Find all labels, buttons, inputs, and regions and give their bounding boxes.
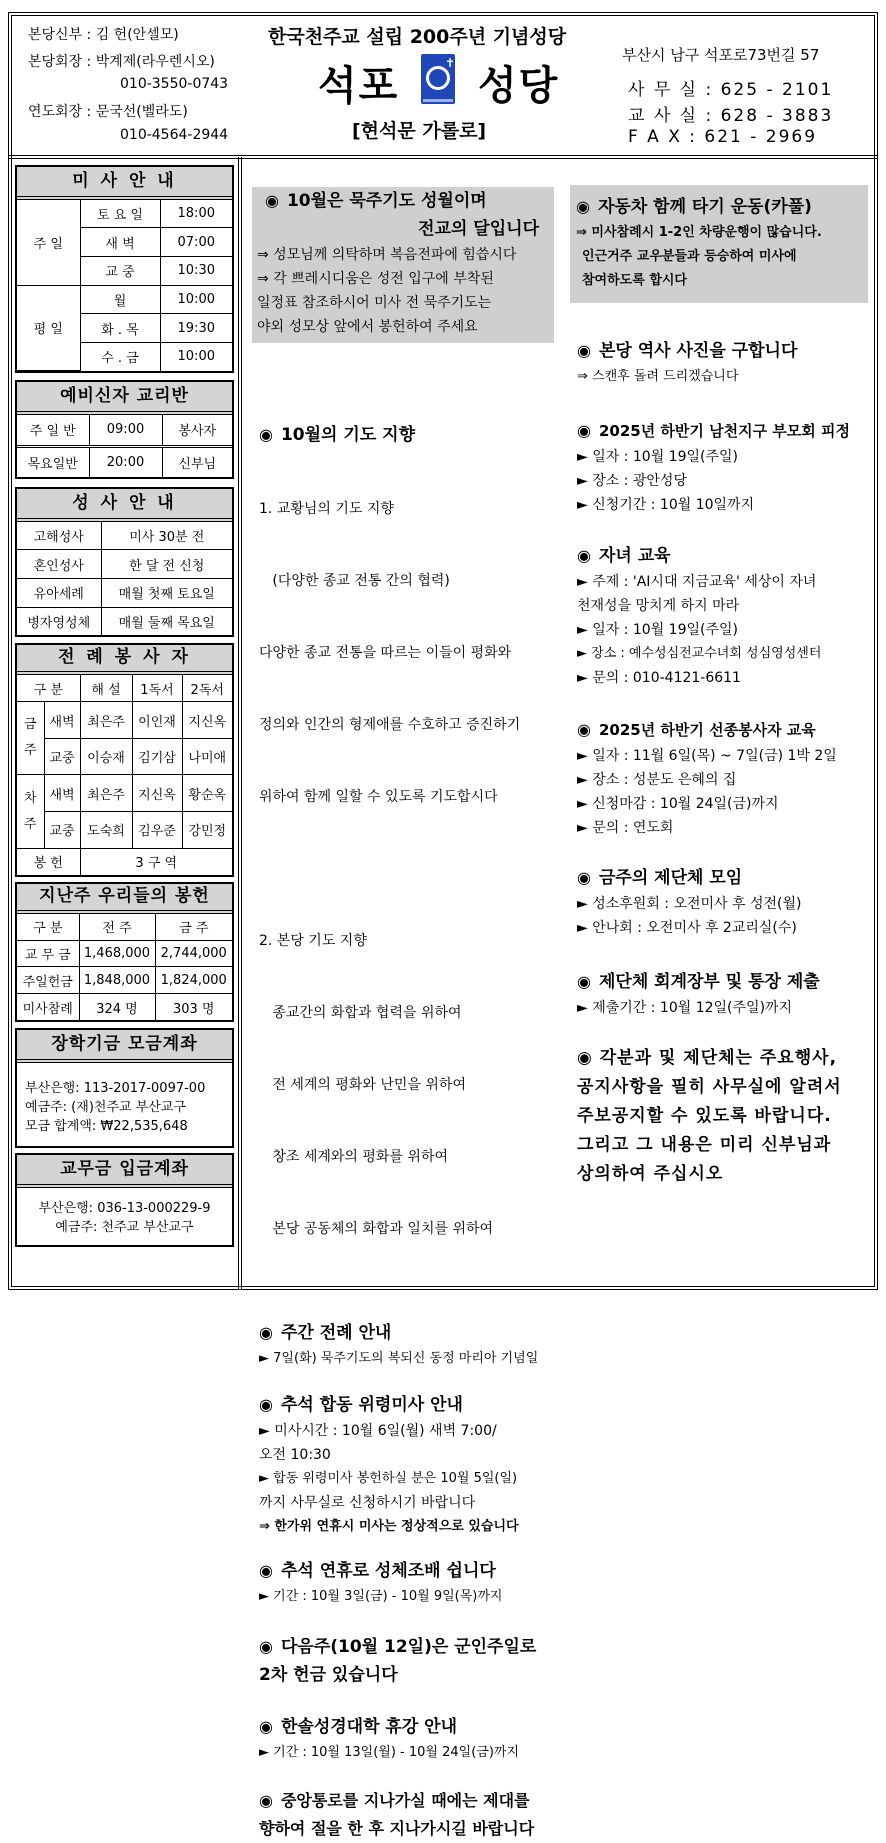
- class-time: 20:00: [89, 446, 162, 477]
- notice-line: ► 장소 : 예수성심전교수녀회 성심영성센터: [577, 646, 822, 661]
- parish-president-phone: 010-3550-0743: [120, 76, 229, 92]
- catechumen-title: 예비신자 교리반: [17, 382, 232, 415]
- notice-line: ► 제출기간 : 10월 12일(주일)까지: [577, 1000, 793, 1016]
- bullet-icon: ◉: [265, 191, 279, 210]
- mass-slot: 새벽: [44, 702, 80, 739]
- section-title: 본당 역사 사진을 구합니다: [598, 341, 798, 361]
- sacrament-name: 혼인성사: [17, 550, 101, 579]
- notice-line: 그리고 그 내용은 미리 신부님과: [577, 1135, 832, 1155]
- group-meetings-section: [570, 864, 868, 940]
- total-amount: 모금 합계액: ₩22,535,648: [25, 1119, 188, 1134]
- bible-college-section: [252, 1713, 554, 1765]
- server-name: 최은주: [80, 702, 132, 739]
- bullet-icon: ◉: [259, 425, 273, 444]
- funeral-volunteer-section: [570, 716, 868, 840]
- pastor: 본당신부 : 김 헌(안셀모): [28, 27, 179, 43]
- bullet-icon: ◉: [577, 546, 591, 565]
- account-holder: 예금주: 천주교 부산교구: [55, 1220, 194, 1235]
- liturgy-servers-box: [15, 643, 234, 877]
- bullet-icon: ◉: [259, 1717, 273, 1736]
- rosary-month-notice: [252, 187, 554, 343]
- sacraments-title: 성 사 안 내: [17, 489, 232, 522]
- notice-line: ⇒ 미사참례시 1-2인 차량운행이 많습니다.: [576, 225, 822, 240]
- notice-line: ► 주제 : 'AI시대 지금교육' 세상이 자녀: [577, 574, 817, 590]
- offering-label: 봉 헌: [17, 848, 80, 875]
- bullet-icon: ◉: [577, 868, 591, 887]
- notice-line: ► 문의 : 010-4121-6611: [577, 670, 741, 686]
- notice-line: ► 신청마감 : 10월 24일(금)까지: [577, 796, 779, 812]
- prayer-intention-section: [252, 373, 554, 1289]
- notice-line: 공지사항을 필히 사무실에 알려서: [577, 1077, 842, 1097]
- church-patron: [현석문 가롤로]: [352, 120, 487, 142]
- mass-time: 07:00: [160, 228, 232, 257]
- server-name: 나미애: [182, 738, 232, 775]
- notice-line: 정의와 인간의 형제애를 수호하고 증진하기: [259, 717, 521, 733]
- notice-line: 야외 성모상 앞에서 봉헌하여 주세요: [257, 319, 478, 335]
- class-teacher: 신부님: [162, 446, 232, 477]
- bullet-icon: ◉: [576, 197, 590, 216]
- notice-line: 다양한 종교 전통을 따르는 이들이 평화와: [259, 645, 512, 661]
- bullet-icon: ◉: [259, 1395, 273, 1414]
- section-title: 추석 합동 위령미사 안내: [280, 1395, 463, 1415]
- church-subtitle: 한국천주교 설립 200주년 기념성당: [268, 26, 567, 48]
- mass-slot: 교중: [44, 738, 80, 775]
- column-divider: [238, 157, 242, 1290]
- class-teacher: 봉사자: [162, 415, 232, 446]
- mass-day: 화 . 목: [80, 314, 160, 343]
- parents-retreat-section: [570, 417, 868, 517]
- server-name: 강민정: [182, 812, 232, 849]
- mass-day: 토 요 일: [80, 200, 160, 228]
- mass-time: 18:00: [160, 200, 232, 228]
- notice-line: 창조 세계와의 평화를 위하여: [259, 1149, 448, 1165]
- mass-day: 새 벽: [80, 228, 160, 257]
- classroom-phone: 교 사 실 : 628 - 3883: [628, 106, 834, 126]
- section-title: 금주의 제단체 모임: [598, 868, 743, 888]
- col-header: 구 분: [17, 914, 79, 940]
- notice-line: ► 기간 : 10월 13일(월) - 10월 24일(금)까지: [259, 1745, 520, 1760]
- section-title: 자동차 함께 타기 운동(카풀): [597, 197, 812, 217]
- section-title: 2025년 하반기 선종봉사자 교육: [598, 721, 816, 739]
- next-week-label: 차 주: [17, 775, 44, 848]
- right-column: [570, 185, 868, 1189]
- col-header: 해 설: [80, 675, 132, 702]
- requiem-mass-section: [252, 1391, 554, 1539]
- sacrament-info: 매월 둘째 목요일: [101, 607, 232, 635]
- account-holder: 예금주: (재)천주교 부산교구: [25, 1100, 186, 1115]
- bullet-icon: ◉: [259, 1561, 273, 1580]
- church-logo: ✝: [421, 54, 455, 104]
- notice-line: ⇒ 성모님께 의탁하며 복음전파에 힘씁시다: [257, 247, 517, 263]
- mass-time: 19:30: [160, 314, 232, 343]
- server-name: 황순옥: [182, 775, 232, 812]
- notice-line: ⇒ 각 쁘레시디움은 성전 입구에 부착된: [257, 271, 494, 287]
- sacraments-box: [15, 487, 234, 637]
- col-header: 전 주: [79, 914, 155, 940]
- event-reporting-notice: [570, 1044, 868, 1189]
- catechumen-box: [15, 380, 234, 479]
- bank-account: 부산은행: 113-2017-0097-00: [25, 1081, 206, 1096]
- children-education-section: [570, 542, 868, 690]
- server-name: 도숙희: [80, 812, 132, 849]
- mass-slot: 교중: [44, 812, 80, 849]
- sacrament-info: 미사 30분 전: [101, 522, 232, 550]
- section-title: 전교의 달입니다: [418, 219, 539, 239]
- sunday-label: 주 일: [17, 200, 80, 285]
- church-name-right: 성당: [478, 63, 560, 109]
- notice-line: ► 일자 : 10월 19일(주일): [577, 622, 738, 638]
- section-title: 10월은 묵주기도 성월이며: [286, 191, 487, 211]
- notice-line: ► 기간 : 10월 3일(금) - 10월 9일(목)까지: [259, 1589, 503, 1604]
- aisle-etiquette-section: [252, 1787, 554, 1843]
- col-header: 금 주: [155, 914, 232, 940]
- mass-schedule-title: 미 사 안 내: [17, 167, 232, 200]
- bullet-icon: ◉: [577, 972, 591, 991]
- notice-line: 1. 교황님의 기도 지향: [259, 501, 394, 517]
- notice-line: 인근거주 교우분들과 등승하여 미사에: [582, 249, 797, 264]
- offerings-title: 지난주 우리들의 봉헌: [17, 884, 232, 914]
- server-name: 지신옥: [182, 702, 232, 739]
- section-title: 자녀 교육: [598, 546, 671, 566]
- notice-line: 참여하도록 합시다: [582, 273, 687, 288]
- bullet-icon: ◉: [577, 421, 591, 440]
- bullet-icon: ◉: [259, 1791, 273, 1810]
- weekly-liturgy-section: [252, 1319, 554, 1371]
- address: 부산시 남구 석포로73번길 57: [622, 46, 820, 64]
- col-header: 1독서: [132, 675, 182, 702]
- offering-type: 미사참례: [17, 994, 79, 1020]
- notice-line: ► 일자 : 10월 19일(주일): [577, 449, 738, 465]
- sacrament-info: 한 달 전 신청: [101, 550, 232, 579]
- mass-time: 10:30: [160, 257, 232, 286]
- mass-day: 수 . 금: [80, 343, 160, 371]
- history-photos-section: [570, 337, 868, 389]
- tithe-account-box: [15, 1153, 234, 1247]
- notice-line: 전 세계의 평화와 난민을 위하여: [259, 1077, 466, 1093]
- section-title: 향하여 절을 한 후 지나가시길 바랍니다: [259, 1819, 535, 1838]
- section-title: 다음주(10월 12일)은 군인주일로: [280, 1637, 537, 1657]
- bullet-icon: ◉: [259, 1323, 273, 1342]
- bullet-icon: ◉: [259, 1637, 273, 1656]
- offering-this-week: 303 명: [155, 994, 232, 1020]
- notice-line: 위하여 함께 일할 수 있도록 기도합시다: [259, 789, 498, 805]
- offering-last-week: 1,848,000: [79, 967, 155, 994]
- col-header: 구 분: [17, 675, 80, 702]
- notice-line: ⇒ 스캔후 돌려 드리겠습니다: [577, 369, 739, 384]
- offering-this-week: 1,824,000: [155, 967, 232, 994]
- notice-line: 2. 본당 기도 지향: [259, 933, 367, 949]
- offering-type: 주일헌금: [17, 967, 79, 994]
- elder-president: 연도회장 : 문국선(벨라도): [28, 104, 188, 120]
- notice-line: ► 신청기간 : 10월 10일까지: [577, 497, 755, 513]
- sacrament-name: 고해성사: [17, 522, 101, 550]
- sacrament-name: 유아세례: [17, 578, 101, 607]
- notice-line: ► 장소 : 성분도 은혜의 집: [577, 772, 737, 788]
- server-name: 최은주: [80, 775, 132, 812]
- section-title: 한솔성경대학 휴강 안내: [280, 1717, 458, 1737]
- weekday-label: 평 일: [17, 285, 80, 370]
- section-title: 주간 전례 안내: [280, 1323, 392, 1343]
- scholarship-title: 장학기금 모금계좌: [17, 1030, 232, 1063]
- notice-line: ► 장소 : 광안성당: [577, 473, 687, 489]
- carpool-notice: [570, 185, 868, 303]
- notice-line: 까지 사무실로 신청하시기 바랍니다: [259, 1495, 476, 1511]
- mass-day: 월: [80, 285, 160, 314]
- adoration-section: [252, 1557, 554, 1609]
- offering-this-week: 2,744,000: [155, 940, 232, 967]
- bank-account: 부산은행: 036-13-000229-9: [38, 1201, 211, 1216]
- notice-line: ► 문의 : 연도회: [577, 820, 674, 836]
- server-name: 이승재: [80, 738, 132, 775]
- notice-line: 천재성을 망치게 하지 마라: [577, 598, 740, 614]
- section-title: 2차 헌금 있습니다: [259, 1665, 398, 1685]
- notice-line: 본당 공동체의 화합과 일치를 위하여: [259, 1221, 494, 1237]
- section-title: 추석 연휴로 성체조배 쉽니다: [280, 1561, 496, 1581]
- middle-column: [252, 187, 554, 1843]
- section-title: 2025년 하반기 남천지구 부모회 피정: [598, 422, 850, 440]
- mass-schedule-box: [15, 165, 234, 373]
- section-title: 중앙통로를 지나가실 때에는 제대를: [280, 1791, 530, 1810]
- bullet-icon: ◉: [577, 720, 591, 739]
- notice-line: (다양한 종교 전통 간의 협력): [259, 573, 450, 589]
- mass-day: 교 중: [80, 257, 160, 286]
- server-name: 이인재: [132, 702, 182, 739]
- offering-last-week: 324 명: [79, 994, 155, 1020]
- server-name: 지신옥: [132, 775, 182, 812]
- notice-line: ► 합동 위령미사 봉헌하실 분은 10월 5일(일): [259, 1471, 518, 1486]
- notice-line: 종교간의 화합과 협력을 위하여: [259, 1005, 462, 1021]
- notice-line: ► 안나회 : 오전미사 후 2교리실(수): [577, 920, 797, 936]
- section-title: 10월의 기도 지향: [280, 425, 415, 445]
- class-time: 09:00: [89, 415, 162, 446]
- fax-number: F A X : 621 - 2969: [628, 127, 818, 147]
- ledger-submission-section: [570, 968, 868, 1020]
- notice-line: ► 성소후원회 : 오전미사 후 성전(월): [577, 896, 802, 912]
- parish-president: 본당회장 : 박계제(라우렌시오): [28, 54, 215, 70]
- mass-slot: 새벽: [44, 775, 80, 812]
- notice-line: ► 7일(화) 묵주기도의 복되신 동정 마리아 기념일: [259, 1351, 539, 1366]
- mass-time: 10:00: [160, 343, 232, 371]
- notice-line: ► 미사시간 : 10월 6일(월) 새벽 7:00/: [259, 1423, 497, 1439]
- header-divider: [8, 155, 878, 159]
- this-week-label: 금 주: [17, 702, 44, 775]
- mass-time: 10:00: [160, 285, 232, 314]
- notice-line: ► 일자 : 11월 6일(목) ~ 7일(금) 1박 2일: [577, 748, 837, 764]
- tithe-title: 교무금 입금계좌: [17, 1155, 232, 1188]
- notice-line: 일정표 참조하시어 미사 전 묵주기도는: [257, 295, 492, 311]
- notice-line: ◉ 각분과 및 제단체는 주요행사,: [577, 1048, 838, 1068]
- liturgy-servers-title: 전 례 봉 사 자: [17, 645, 232, 675]
- offerings-box: [15, 882, 234, 1022]
- notice-line: 주보공지할 수 있도록 바랍니다.: [577, 1106, 832, 1126]
- class-name: 목요일반: [17, 446, 89, 477]
- elder-president-phone: 010-4564-2944: [120, 127, 229, 143]
- bullet-icon: ◉: [577, 341, 591, 360]
- section-title: 제단체 회계장부 및 통장 제출: [598, 972, 820, 992]
- notice-line: 오전 10:30: [259, 1447, 331, 1463]
- sacrament-name: 병자영성체: [17, 607, 101, 635]
- class-name: 주 일 반: [17, 415, 89, 446]
- offering-value: 3 구 역: [80, 848, 232, 875]
- office-phone: 사 무 실 : 625 - 2101: [628, 80, 834, 100]
- offering-type: 교 무 금: [17, 940, 79, 967]
- sacrament-info: 매월 첫째 토요일: [101, 578, 232, 607]
- military-sunday-section: [252, 1633, 554, 1689]
- offering-last-week: 1,468,000: [79, 940, 155, 967]
- notice-line: 상의하여 주십시오: [577, 1164, 724, 1184]
- notice-line: ⇒ 한가위 연휴시 미사는 정상적으로 있습니다: [259, 1519, 519, 1534]
- server-name: 김기삼: [132, 738, 182, 775]
- scholarship-box: [15, 1028, 234, 1148]
- server-name: 김우준: [132, 812, 182, 849]
- church-name-left: 석포: [318, 63, 400, 109]
- col-header: 2독서: [182, 675, 232, 702]
